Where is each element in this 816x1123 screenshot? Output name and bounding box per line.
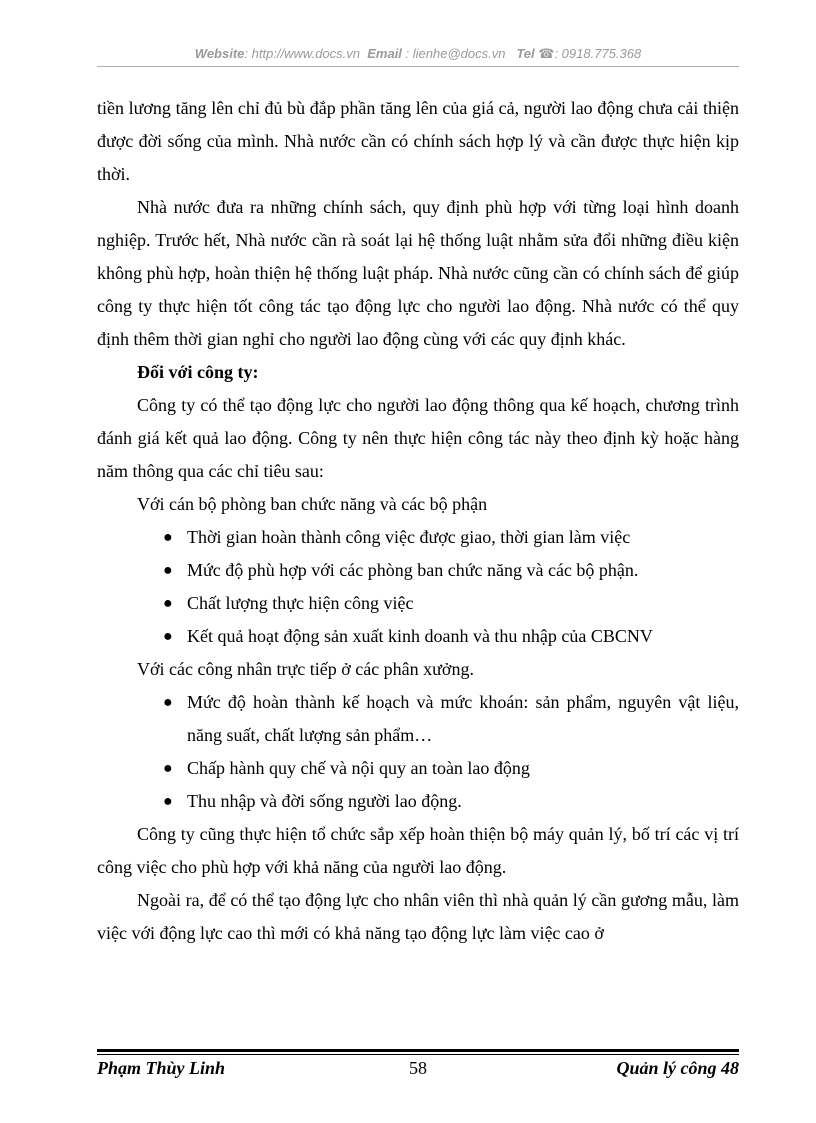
paragraph: Công ty cũng thực hiện tổ chức sắp xếp hoàn thiện bộ máy quản lý, bố trí các vị trí công việc cho phù hợp với khả năng của người lao động.: [97, 824, 739, 877]
bullet-icon: ●: [163, 694, 173, 711]
author-name: Phạm Thùy Linh: [97, 1058, 226, 1078]
bullet-icon: ●: [163, 562, 173, 579]
list-item: ● Chấp hành quy chế và nội quy an toàn lao động: [187, 752, 739, 785]
bullet-list: [97, 686, 739, 818]
course-name: Quản lý công 48: [616, 1058, 739, 1078]
bullet-icon: ●: [163, 760, 173, 777]
list-item: ● Mức độ phù hợp với các phòng ban chức năng và các bộ phận.: [187, 554, 739, 587]
subsection-label: Với cán bộ phòng ban chức năng và các bộ phận: [137, 494, 488, 514]
tel-value: : 0918.775.368: [554, 46, 642, 61]
list-item: ● Kết quả hoạt động sản xuất kinh doanh và thu nhập của CBCNV: [187, 620, 739, 653]
footer-divider-thin: [97, 1054, 739, 1055]
bullet-icon: ●: [163, 793, 173, 810]
list-item: ● Mức độ hoàn thành kế hoạch và mức khoán: sản phẩm, nguyên vật liệu, năng suất, chất lượng sản phẩm…: [187, 686, 739, 752]
document-body: [97, 92, 739, 950]
page-number: 58: [409, 1058, 427, 1078]
paragraph: tiền lương tăng lên chỉ đủ bù đắp phần tăng lên của giá cả, người lao động chưa cải thiện được đời sống của mình. Nhà nước cần có chính sách hợp lý và cần được thực hiện kịp thời.: [97, 98, 739, 184]
email-value: : lienhe@docs.vn: [405, 46, 506, 61]
email-label: Email: [367, 46, 402, 61]
bullet-list: [97, 521, 739, 653]
section-heading: Đối với công ty:: [137, 362, 259, 382]
paragraph: Nhà nước đưa ra những chính sách, quy định phù hợp với từng loại hình doanh nghiệp. Trước hết, Nhà nước cần rà soát lại hệ thống luật nhằm sửa đổi những điều kiện không phù hợp, hoàn thiện hệ thống luật pháp. Nhà nước cũng cần có chính sách để giúp công ty thực hiện tốt công tác tạo động lực cho người lao động. Nhà nước có thể quy định thêm thời gian nghỉ cho người lao động cùng với các quy định khác.: [97, 197, 739, 349]
header-divider: [97, 66, 739, 67]
subsection-label: Với các công nhân trực tiếp ở các phân xưởng.: [137, 659, 474, 679]
footer-divider: [97, 1049, 739, 1052]
list-item: ● Thu nhập và đời sống người lao động.: [187, 785, 739, 818]
website-url: : http://www.docs.vn: [244, 46, 360, 61]
page-header: [97, 46, 739, 62]
paragraph: Ngoài ra, để có thể tạo động lực cho nhân viên thì nhà quản lý cần gương mẫu, làm việc với động lực cao thì mới có khả năng tạo động lực làm việc cao ở: [97, 890, 739, 943]
bullet-icon: ●: [163, 595, 173, 612]
paragraph: Công ty có thể tạo động lực cho người lao động thông qua kế hoạch, chương trình đánh giá kết quả lao động. Công ty nên thực hiện công tác này theo định kỳ hoặc hàng năm thông qua các chỉ tiêu sau:: [97, 395, 739, 481]
list-item: ● Thời gian hoàn thành công việc được giao, thời gian làm việc: [187, 521, 739, 554]
phone-icon: ☎: [538, 46, 555, 61]
bullet-icon: ●: [163, 628, 173, 645]
tel-label: Tel: [516, 46, 535, 61]
list-item: ● Chất lượng thực hiện công việc: [187, 587, 739, 620]
bullet-icon: ●: [163, 529, 173, 546]
website-label: Website: [194, 46, 245, 61]
